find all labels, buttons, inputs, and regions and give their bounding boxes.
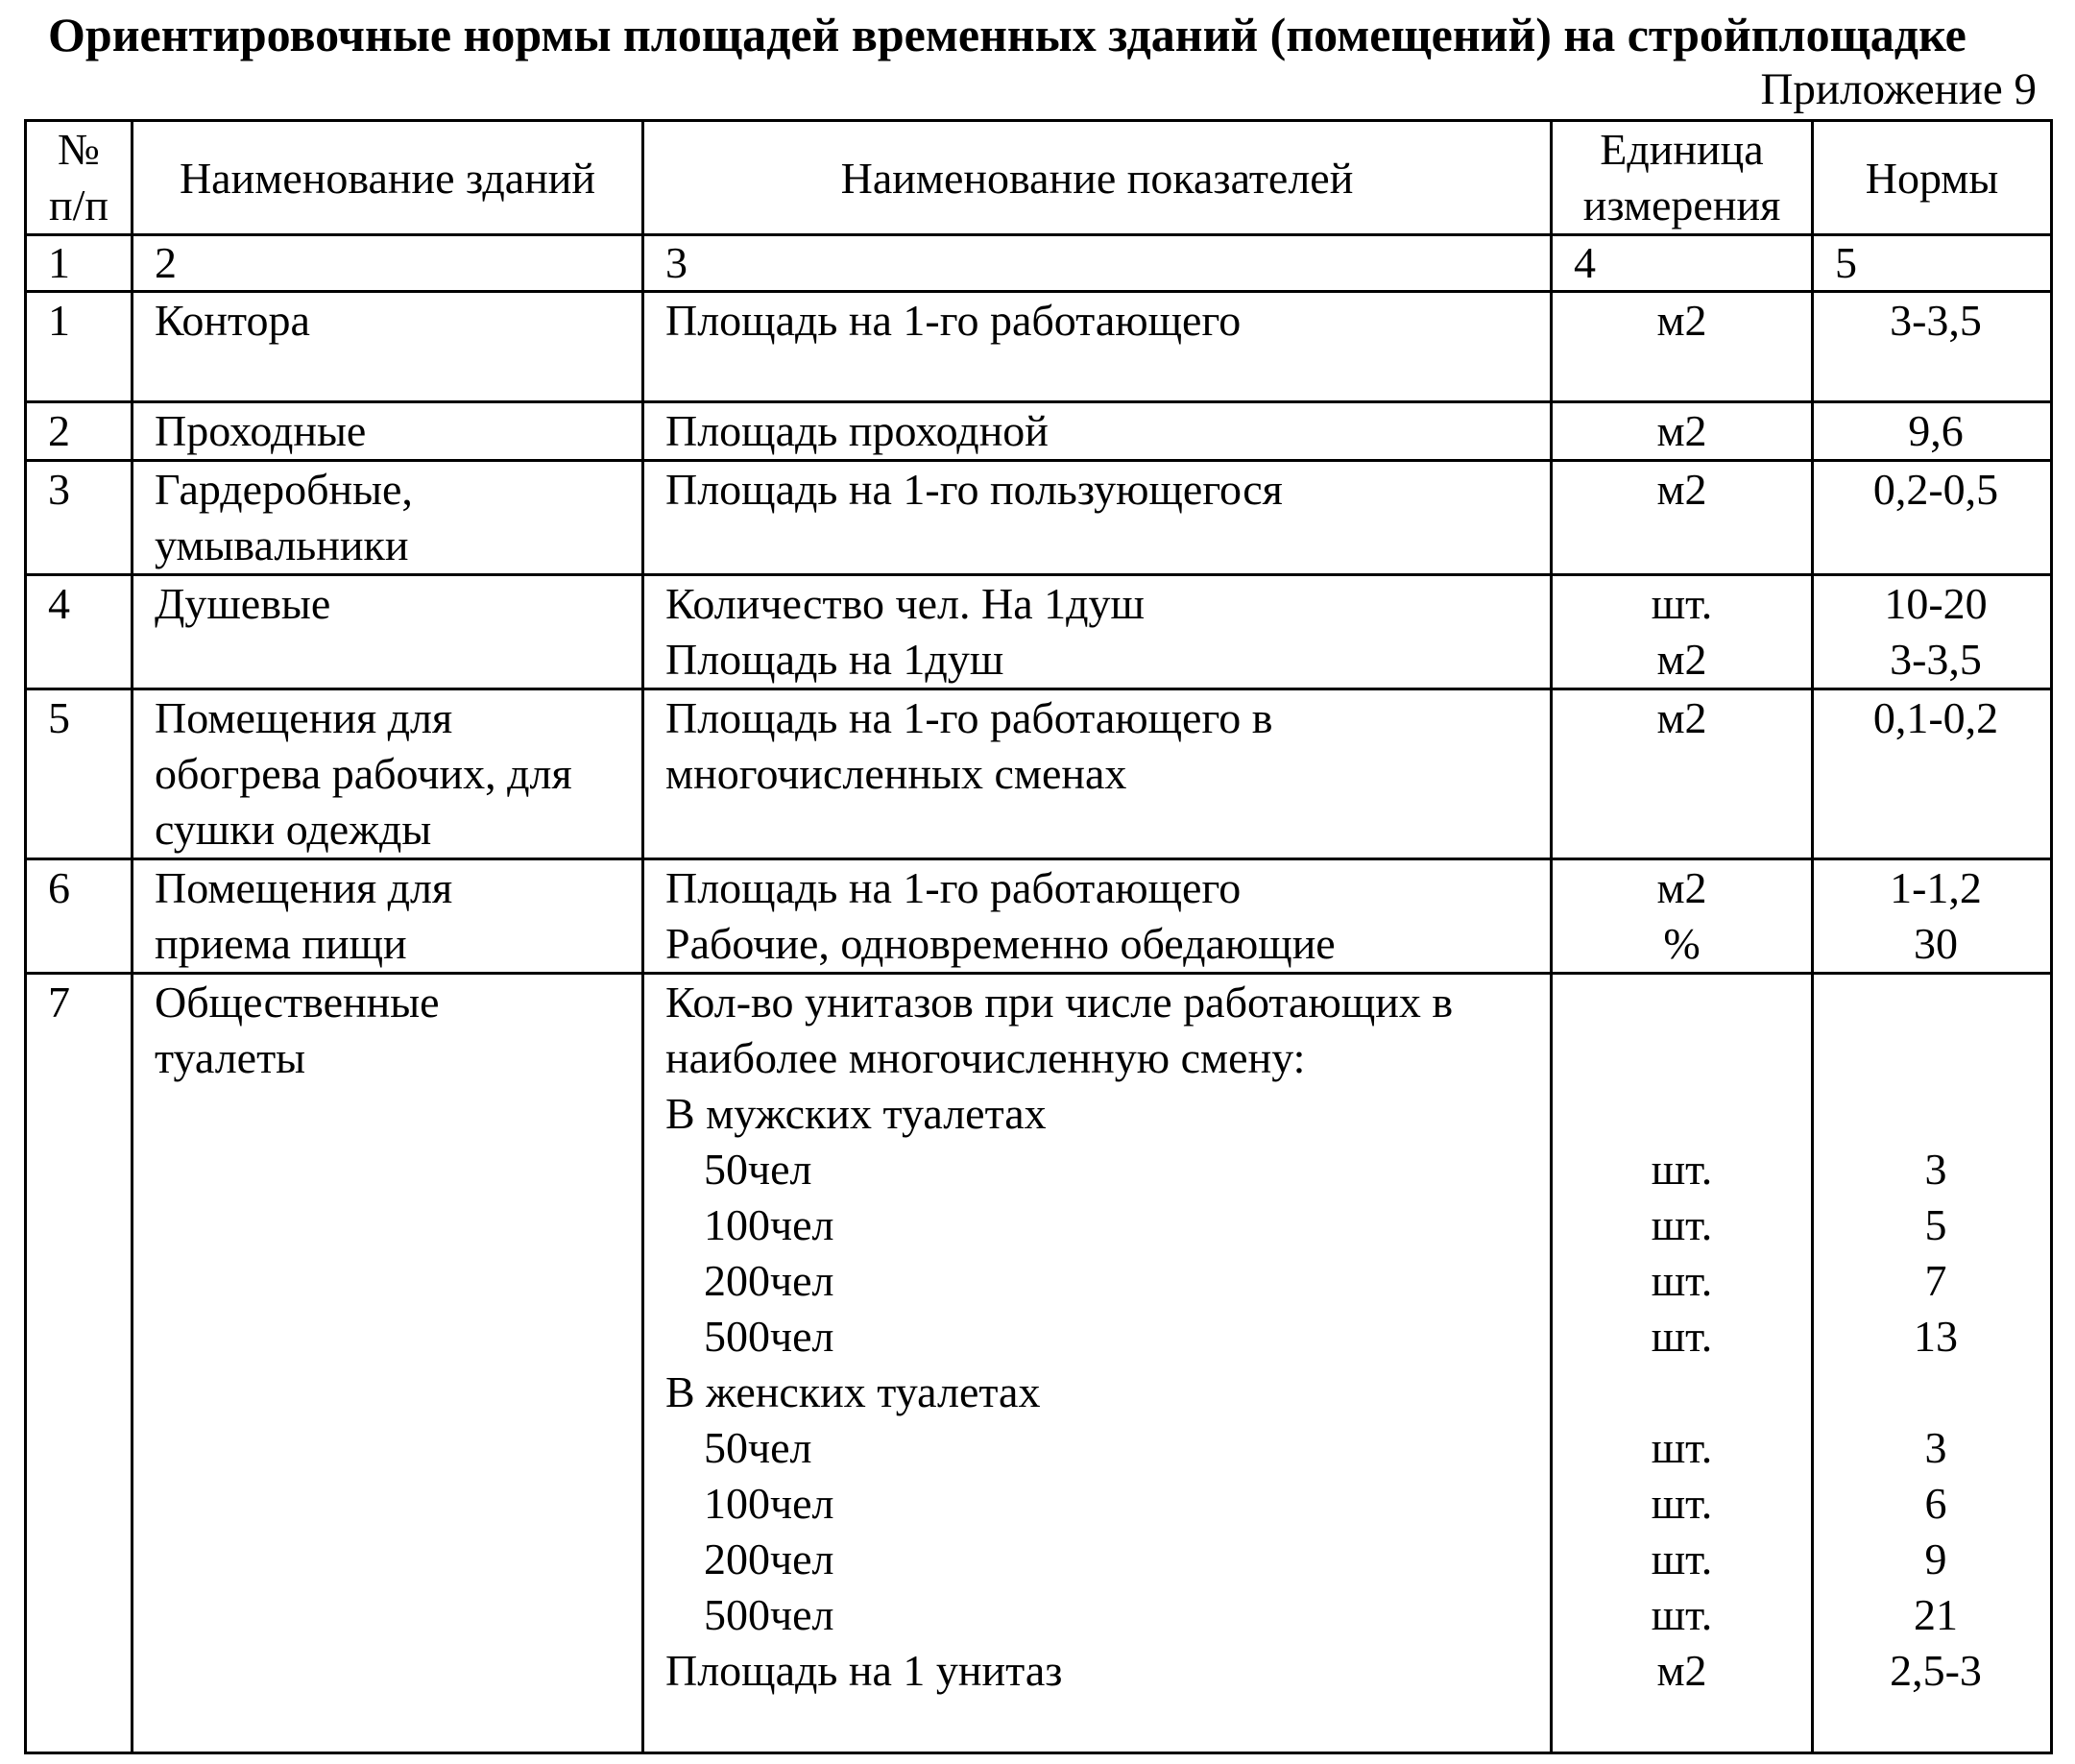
unit-cell: [1552, 689, 1813, 859]
norm-value: 9: [1924, 1534, 1947, 1583]
unit-value: шт.: [1651, 1423, 1713, 1472]
norm-cell: [1813, 292, 2052, 402]
unit-value: шт.: [1651, 1590, 1713, 1639]
unit-value: м2: [1656, 406, 1707, 455]
norm-value: [1814, 975, 2050, 1030]
building-name-line: приема пищи: [155, 919, 407, 968]
building-name-cell: [133, 402, 643, 461]
norm-value: 5: [1924, 1200, 1947, 1249]
indicator-line: многочисленных сменах: [665, 749, 1127, 798]
norm-value: 0,1-0,2: [1872, 693, 1999, 742]
indicator-line: 500чел: [704, 1590, 834, 1639]
unit-value: [1553, 746, 1811, 802]
unit-value: м2: [1656, 296, 1707, 345]
building-name-line: сушки одежды: [155, 805, 432, 854]
norm-value: [1814, 1365, 2050, 1420]
norm-value: 7: [1924, 1256, 1947, 1305]
building-name-line: Контора: [155, 296, 310, 345]
norm-value: [1814, 1030, 2050, 1086]
column-number: 1: [26, 235, 133, 292]
building-name-line: Проходные: [155, 406, 367, 455]
unit-cell: [1552, 461, 1813, 575]
norm-value: [1814, 746, 2050, 802]
indicator-cell: [643, 689, 1552, 859]
document-title: Ориентировочные нормы площадей временных зданий (помещений) на стройплощадке: [48, 8, 1966, 61]
indicator-line: 200чел: [704, 1534, 834, 1583]
indicator-line: В женских туалетах: [665, 1367, 1041, 1416]
header-unit-line: Единица: [1600, 125, 1764, 174]
building-name-cell: [133, 292, 643, 402]
building-name-cell: [133, 461, 643, 575]
building-name-cell: [133, 859, 643, 974]
indicator-line: Кол-во унитазов при числе работающих в: [665, 978, 1454, 1027]
unit-cell: [1552, 974, 1813, 1753]
norm-value: 2,5-3: [1890, 1646, 1982, 1695]
table-row: [26, 292, 2052, 402]
unit-value: шт.: [1651, 1534, 1713, 1583]
indicator-line: 500чел: [704, 1312, 834, 1361]
unit-value: %: [1663, 919, 1701, 968]
building-name-line: Душевые: [155, 579, 331, 628]
indicator-cell: [643, 575, 1552, 689]
norm-value: 1-1,2: [1890, 863, 1982, 912]
unit-cell: [1552, 292, 1813, 402]
indicator-line: Площадь проходной: [665, 406, 1049, 455]
norm-value: 30: [1914, 919, 1958, 968]
norm-value: 3-3,5: [1890, 296, 1982, 345]
norm-cell: [1813, 859, 2052, 974]
norm-cell: [1813, 575, 2052, 689]
unit-value: шт.: [1651, 1200, 1713, 1249]
norm-cell: [1813, 974, 2052, 1753]
unit-value: шт.: [1651, 1312, 1713, 1361]
indicator-cell: [643, 974, 1552, 1753]
table-row: [26, 402, 2052, 461]
building-name-line: обогрева рабочих, для: [155, 749, 572, 798]
norm-value: 6: [1924, 1479, 1947, 1528]
header-unit: [1552, 121, 1813, 235]
row-number-cell: [26, 974, 133, 1753]
header-num-line: п/п: [48, 181, 109, 230]
norm-value: 21: [1914, 1590, 1958, 1639]
column-number: 2: [133, 235, 643, 292]
row-number-cell: [26, 689, 133, 859]
header-building-name: Наименование зданий: [133, 121, 643, 235]
unit-value: [1553, 1365, 1811, 1420]
indicator-cell: [643, 402, 1552, 461]
table-row: [26, 575, 2052, 689]
indicator-line: 50чел: [704, 1145, 812, 1194]
indicator-cell: [643, 859, 1552, 974]
building-name-line: Помещения для: [155, 693, 453, 742]
row-number-cell: [26, 859, 133, 974]
indicator-line: наиболее многочисленную смену:: [665, 1033, 1306, 1082]
appendix-label: Приложение 9: [1760, 64, 2037, 114]
unit-value: [1553, 1086, 1811, 1142]
row-number: 3: [48, 465, 70, 514]
norm-value: 3-3,5: [1890, 635, 1982, 684]
header-indicator: Наименование показателей: [643, 121, 1552, 235]
norm-value: 9,6: [1908, 406, 1964, 455]
norms-table: [24, 119, 2053, 1754]
indicator-line: Площадь на 1 унитаз: [665, 1646, 1063, 1695]
indicator-line: 100чел: [704, 1479, 834, 1528]
table-row: [26, 974, 2052, 1753]
building-name-line: Помещения для: [155, 863, 453, 912]
indicator-line: Площадь на 1-го работающего: [665, 863, 1242, 912]
unit-value: шт.: [1651, 1145, 1713, 1194]
header-norm: Нормы: [1813, 121, 2052, 235]
building-name-line: туалеты: [155, 1033, 306, 1082]
unit-cell: [1552, 402, 1813, 461]
unit-value: шт.: [1651, 579, 1713, 628]
indicator-cell: [643, 461, 1552, 575]
indicator-line: Площадь на 1-го пользующегося: [665, 465, 1283, 514]
indicator-line: Площадь на 1-го работающего: [665, 296, 1242, 345]
indicator-line: 100чел: [704, 1200, 834, 1249]
column-number: 4: [1552, 235, 1813, 292]
table-row: [26, 689, 2052, 859]
unit-cell: [1552, 575, 1813, 689]
unit-value: шт.: [1651, 1256, 1713, 1305]
row-number: 7: [48, 978, 70, 1027]
indicator-line: В мужских туалетах: [665, 1089, 1047, 1138]
building-name-line: Гардеробные,: [155, 465, 413, 514]
unit-value: м2: [1656, 465, 1707, 514]
unit-value: [1553, 1030, 1811, 1086]
unit-value: [1553, 975, 1811, 1030]
column-number-row: [26, 235, 2052, 292]
indicator-line: Площадь на 1-го работающего в: [665, 693, 1273, 742]
header-unit-line: измерения: [1582, 181, 1781, 230]
norm-cell: [1813, 689, 2052, 859]
norm-value: 13: [1914, 1312, 1958, 1361]
norm-value: 3: [1924, 1145, 1947, 1194]
indicator-line: Рабочие, одновременно обедающие: [665, 919, 1336, 968]
row-number: 4: [48, 579, 70, 628]
column-number: 5: [1813, 235, 2052, 292]
building-name-cell: [133, 689, 643, 859]
norm-value: 10-20: [1884, 579, 1988, 628]
unit-value: шт.: [1651, 1479, 1713, 1528]
header-num-line: №: [58, 125, 100, 174]
row-number-cell: [26, 461, 133, 575]
building-name-line: Общественные: [155, 978, 440, 1027]
indicator-line: 200чел: [704, 1256, 834, 1305]
row-number: 1: [48, 296, 70, 345]
norm-cell: [1813, 402, 2052, 461]
column-number: 3: [643, 235, 1552, 292]
row-number-cell: [26, 402, 133, 461]
table-row: [26, 859, 2052, 974]
header-num: [26, 121, 133, 235]
row-number-cell: [26, 292, 133, 402]
table-row: [26, 461, 2052, 575]
unit-value: м2: [1656, 635, 1707, 684]
norm-value: 3: [1924, 1423, 1947, 1472]
row-number: 2: [48, 406, 70, 455]
unit-value: м2: [1656, 1646, 1707, 1695]
indicator-cell: [643, 292, 1552, 402]
unit-cell: [1552, 859, 1813, 974]
indicator-line: Количество чел. На 1душ: [665, 579, 1145, 628]
unit-value: м2: [1656, 863, 1707, 912]
building-name-cell: [133, 575, 643, 689]
unit-value: м2: [1656, 693, 1707, 742]
row-number-cell: [26, 575, 133, 689]
building-name-cell: [133, 974, 643, 1753]
header-row: [26, 121, 2052, 235]
row-number: 6: [48, 863, 70, 912]
indicator-line: Площадь на 1душ: [665, 635, 1004, 684]
indicator-line: 50чел: [704, 1423, 812, 1472]
building-name-line: умывальники: [155, 520, 409, 569]
norm-value: [1814, 1086, 2050, 1142]
row-number: 5: [48, 693, 70, 742]
norm-value: 0,2-0,5: [1872, 465, 1999, 514]
norm-cell: [1813, 461, 2052, 575]
